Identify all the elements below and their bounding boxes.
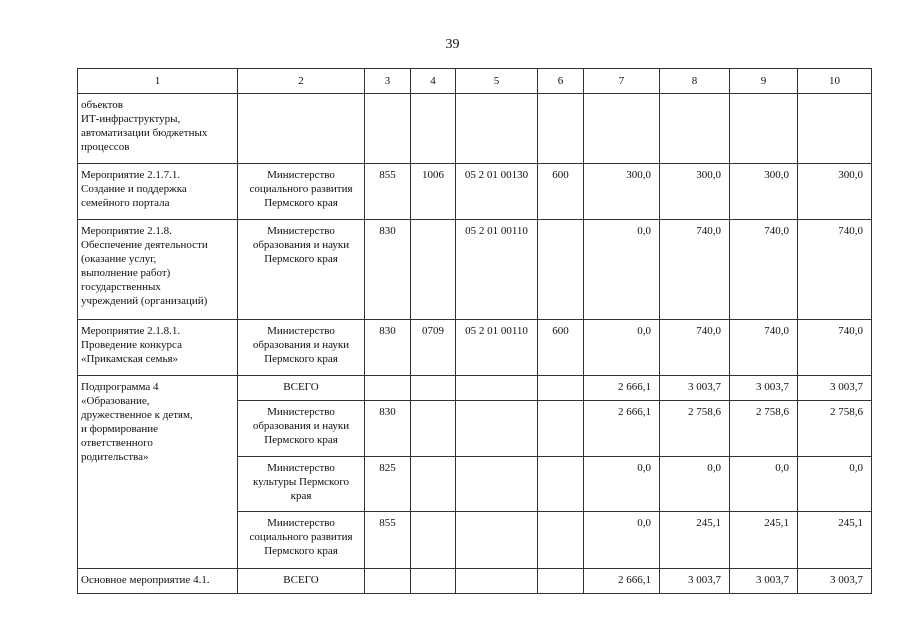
cell-col4: 0709: [411, 320, 456, 376]
header-row: [78, 69, 872, 94]
cell-col4: [411, 569, 456, 594]
cell-col8: 740,0: [660, 320, 730, 376]
cell-col6: [538, 512, 584, 569]
page-number: 39: [445, 37, 460, 52]
cell-col7: 0,0: [584, 320, 660, 376]
cell-name: Мероприятие 2.1.7.1. Создание и поддержка семейного портала: [78, 164, 238, 220]
cell-col8: 3 003,7: [660, 569, 730, 594]
cell-col10: 740,0: [798, 220, 872, 320]
table-row: [78, 94, 872, 164]
header-cell: 9: [730, 69, 798, 94]
cell-administrator: ВСЕГО: [238, 376, 365, 401]
cell-col5: [456, 457, 538, 512]
cell-col5: 05 2 01 00110: [456, 220, 538, 320]
table-row: [78, 220, 872, 320]
cell-administrator: ВСЕГО: [238, 569, 365, 594]
cell-col3: 825: [365, 457, 411, 512]
cell-col3: 830: [365, 220, 411, 320]
cell-col3: 830: [365, 320, 411, 376]
cell-col5: 05 2 01 00130: [456, 164, 538, 220]
cell-col6: [538, 376, 584, 401]
cell-col5: [456, 401, 538, 457]
cell-col7: 0,0: [584, 457, 660, 512]
cell-col3: [365, 569, 411, 594]
cell-name: Мероприятие 2.1.8. Обеспечение деятельности (оказание услуг, выполнение работ) государственных учреждений (организаций): [78, 220, 238, 320]
cell-col6: 600: [538, 320, 584, 376]
cell-col3: 855: [365, 164, 411, 220]
cell-col4: [411, 376, 456, 401]
cell-name: Мероприятие 2.1.8.1. Проведение конкурса «Прикамская семья»: [78, 320, 238, 376]
cell-col7: 300,0: [584, 164, 660, 220]
cell-col6: [538, 220, 584, 320]
cell-col5: [456, 94, 538, 164]
cell-col7: 2 666,1: [584, 401, 660, 457]
table-row: [78, 320, 872, 376]
cell-col10: 2 758,6: [798, 401, 872, 457]
cell-col9: 3 003,7: [730, 569, 798, 594]
cell-col8: 2 758,6: [660, 401, 730, 457]
header-cell: 4: [411, 69, 456, 94]
cell-col9: 2 758,6: [730, 401, 798, 457]
header-cell: 8: [660, 69, 730, 94]
cell-col8: [660, 94, 730, 164]
cell-col10: 245,1: [798, 512, 872, 569]
cell-col10: 3 003,7: [798, 569, 872, 594]
cell-col10: [798, 94, 872, 164]
cell-col9: 740,0: [730, 320, 798, 376]
cell-col8: 0,0: [660, 457, 730, 512]
cell-col4: 1006: [411, 164, 456, 220]
cell-col7: 0,0: [584, 220, 660, 320]
table-row: [78, 376, 872, 401]
cell-col9: 245,1: [730, 512, 798, 569]
cell-col3: 830: [365, 401, 411, 457]
table-row: [78, 164, 872, 220]
cell-col10: 300,0: [798, 164, 872, 220]
cell-col3: 855: [365, 512, 411, 569]
cell-col6: [538, 401, 584, 457]
cell-col4: [411, 457, 456, 512]
cell-administrator: Министерство образования и науки Пермского края: [238, 320, 365, 376]
cell-col10: 3 003,7: [798, 376, 872, 401]
cell-administrator: Министерство социального развития Пермского края: [238, 164, 365, 220]
table-row: [78, 569, 872, 594]
header-cell: 1: [78, 69, 238, 94]
cell-col3: [365, 94, 411, 164]
cell-col10: 0,0: [798, 457, 872, 512]
cell-col8: 740,0: [660, 220, 730, 320]
header-cell: 7: [584, 69, 660, 94]
cell-name: Основное мероприятие 4.1.: [78, 569, 238, 594]
cell-col5: [456, 569, 538, 594]
cell-col5: [456, 512, 538, 569]
cell-col7: 2 666,1: [584, 376, 660, 401]
cell-col6: 600: [538, 164, 584, 220]
cell-administrator: Министерство социального развития Пермского края: [238, 512, 365, 569]
cell-col3: [365, 376, 411, 401]
cell-col9: 300,0: [730, 164, 798, 220]
cell-administrator: [238, 94, 365, 164]
cell-name: объектов ИТ-инфраструктуры, автоматизации бюджетных процессов: [78, 94, 238, 164]
cell-col9: 3 003,7: [730, 376, 798, 401]
cell-col7: 0,0: [584, 512, 660, 569]
cell-col4: [411, 512, 456, 569]
cell-col4: [411, 94, 456, 164]
cell-col9: 740,0: [730, 220, 798, 320]
cell-col8: 245,1: [660, 512, 730, 569]
header-cell: 3: [365, 69, 411, 94]
cell-administrator: Министерство образования и науки Пермского края: [238, 220, 365, 320]
cell-col6: [538, 569, 584, 594]
cell-col9: 0,0: [730, 457, 798, 512]
cell-col8: 300,0: [660, 164, 730, 220]
cell-administrator: Министерство образования и науки Пермского края: [238, 401, 365, 457]
cell-col8: 3 003,7: [660, 376, 730, 401]
header-cell: 2: [238, 69, 365, 94]
cell-col10: 740,0: [798, 320, 872, 376]
header-cell: 6: [538, 69, 584, 94]
header-cell: 10: [798, 69, 872, 94]
cell-col9: [730, 94, 798, 164]
header-cell: 5: [456, 69, 538, 94]
cell-col5: [456, 376, 538, 401]
cell-col4: [411, 401, 456, 457]
cell-col4: [411, 220, 456, 320]
budget-table: [77, 68, 872, 594]
cell-administrator: Министерство культуры Пермского края: [238, 457, 365, 512]
cell-col5: 05 2 01 00110: [456, 320, 538, 376]
cell-col7: [584, 94, 660, 164]
cell-col7: 2 666,1: [584, 569, 660, 594]
cell-name: Подпрограмма 4 «Образование, дружественное к детям, и формирование ответственного родительства»: [78, 376, 238, 569]
cell-col6: [538, 94, 584, 164]
cell-col6: [538, 457, 584, 512]
